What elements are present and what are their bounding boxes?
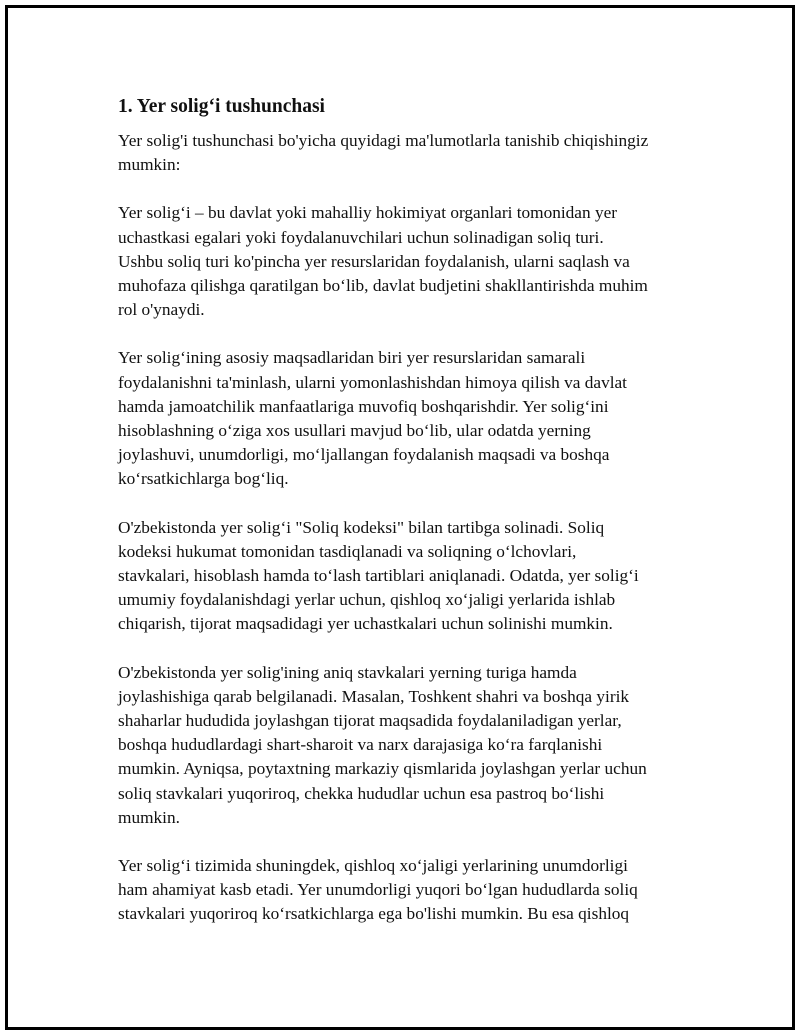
section-heading: 1. Yer solig‘i tushunchasi (118, 96, 325, 117)
text-line: muhofaza qilishga qaratilgan bo‘lib, davlat budjetini shakllantirishda muhim (118, 276, 648, 296)
paragraph (118, 346, 698, 491)
paragraph (118, 516, 698, 637)
text-line: ko‘rsatkichlarga bog‘liq. (118, 469, 289, 489)
text-line: hisoblashning o‘ziga xos usullari mavjud bo‘lib, ular odatda yerning (118, 421, 591, 441)
text-line: O'zbekistonda yer solig‘i "Soliq kodeksi" bilan tartibga solinadi. Soliq (118, 517, 605, 537)
text-line: O'zbekistonda yer solig'ining aniq stavkalari yerning turiga hamda (118, 662, 577, 682)
text-line: Yer solig‘i – bu davlat yoki mahalliy hokimiyat organlari tomonidan yer (118, 203, 618, 223)
paragraph (118, 661, 698, 830)
text-line: ham ahamiyat kasb etadi. Yer unumdorligi yuqori bo‘lgan hududlarda soliq (118, 880, 638, 900)
paragraph-container (118, 129, 698, 927)
text-line: Yer solig‘i tizimida shuningdek, qishloq xo‘jaligi yerlarining unumdorligi (118, 856, 628, 876)
text-line: umumiy foydalanishdagi yerlar uchun, qishloq xo‘jaligi yerlarida ishlab (118, 590, 616, 610)
paragraph (118, 129, 698, 177)
text-line: mumkin: (118, 155, 181, 175)
text-line: joylashishiga qarab belgilanadi. Masalan, Toshkent shahri va boshqa yirik (118, 686, 630, 706)
text-line: joylashuvi, unumdorligi, mo‘ljallangan foydalanish maqsadi va boshqa (118, 445, 610, 465)
text-line: Yer solig'i tushunchasi bo'yicha quyidagi ma'lumotlarla tanishib chiqishingiz (118, 131, 649, 150)
text-line: stavkalari, hisoblash hamda to‘lash tartiblari aniqlanadi. Odatda, yer solig‘i (118, 566, 639, 586)
text-line: rol o'ynaydi. (118, 300, 205, 320)
text-line: kodeksi hukumat tomonidan tasdiqlanadi va soliqning o‘lchovlari, (118, 541, 577, 561)
text-line: chiqarish, tijorat maqsadidagi yer uchastkalari uchun solinishi mumkin. (118, 614, 613, 634)
text-line: Ushbu soliq turi ko'pincha yer resurslaridan foydalanish, ularni saqlash va (118, 251, 630, 271)
text-line: stavkalari yuqoriroq ko‘rsatkichlarga ega bo'lishi mumkin. Bu esa qishloq (118, 904, 630, 924)
text-line: shaharlar hududida joylashgan tijorat maqsadida foydalaniladigan yerlar, (118, 711, 622, 731)
text-line: uchastkasi egalari yoki foydalanuvchilari uchun solinadigan soliq turi. (118, 227, 604, 247)
text-line: boshqa hududlardagi shart-sharoit va narx darajasiga ko‘ra farqlanishi (118, 735, 603, 755)
text-line: Yer solig‘ining asosiy maqsadlaridan biri yer resurslaridan samarali (118, 348, 586, 368)
paragraph (118, 854, 698, 927)
text-line: foydalanishni ta'minlash, ularni yomonlashishdan himoya qilish va davlat (118, 372, 627, 392)
paragraph (118, 201, 698, 322)
text-line: mumkin. Ayniqsa, poytaxtning markaziy qismlarida joylashgan yerlar uchun (118, 759, 647, 779)
text-line: hamda jamoatchilik manfaatlariga muvofiq boshqarishdir. Yer solig‘ini (118, 396, 609, 416)
text-line: mumkin. (118, 807, 180, 827)
document-body (118, 94, 698, 951)
text-line: soliq stavkalari yuqoriroq, chekka hududlar uchun esa pastroq bo‘lishi (118, 783, 605, 803)
